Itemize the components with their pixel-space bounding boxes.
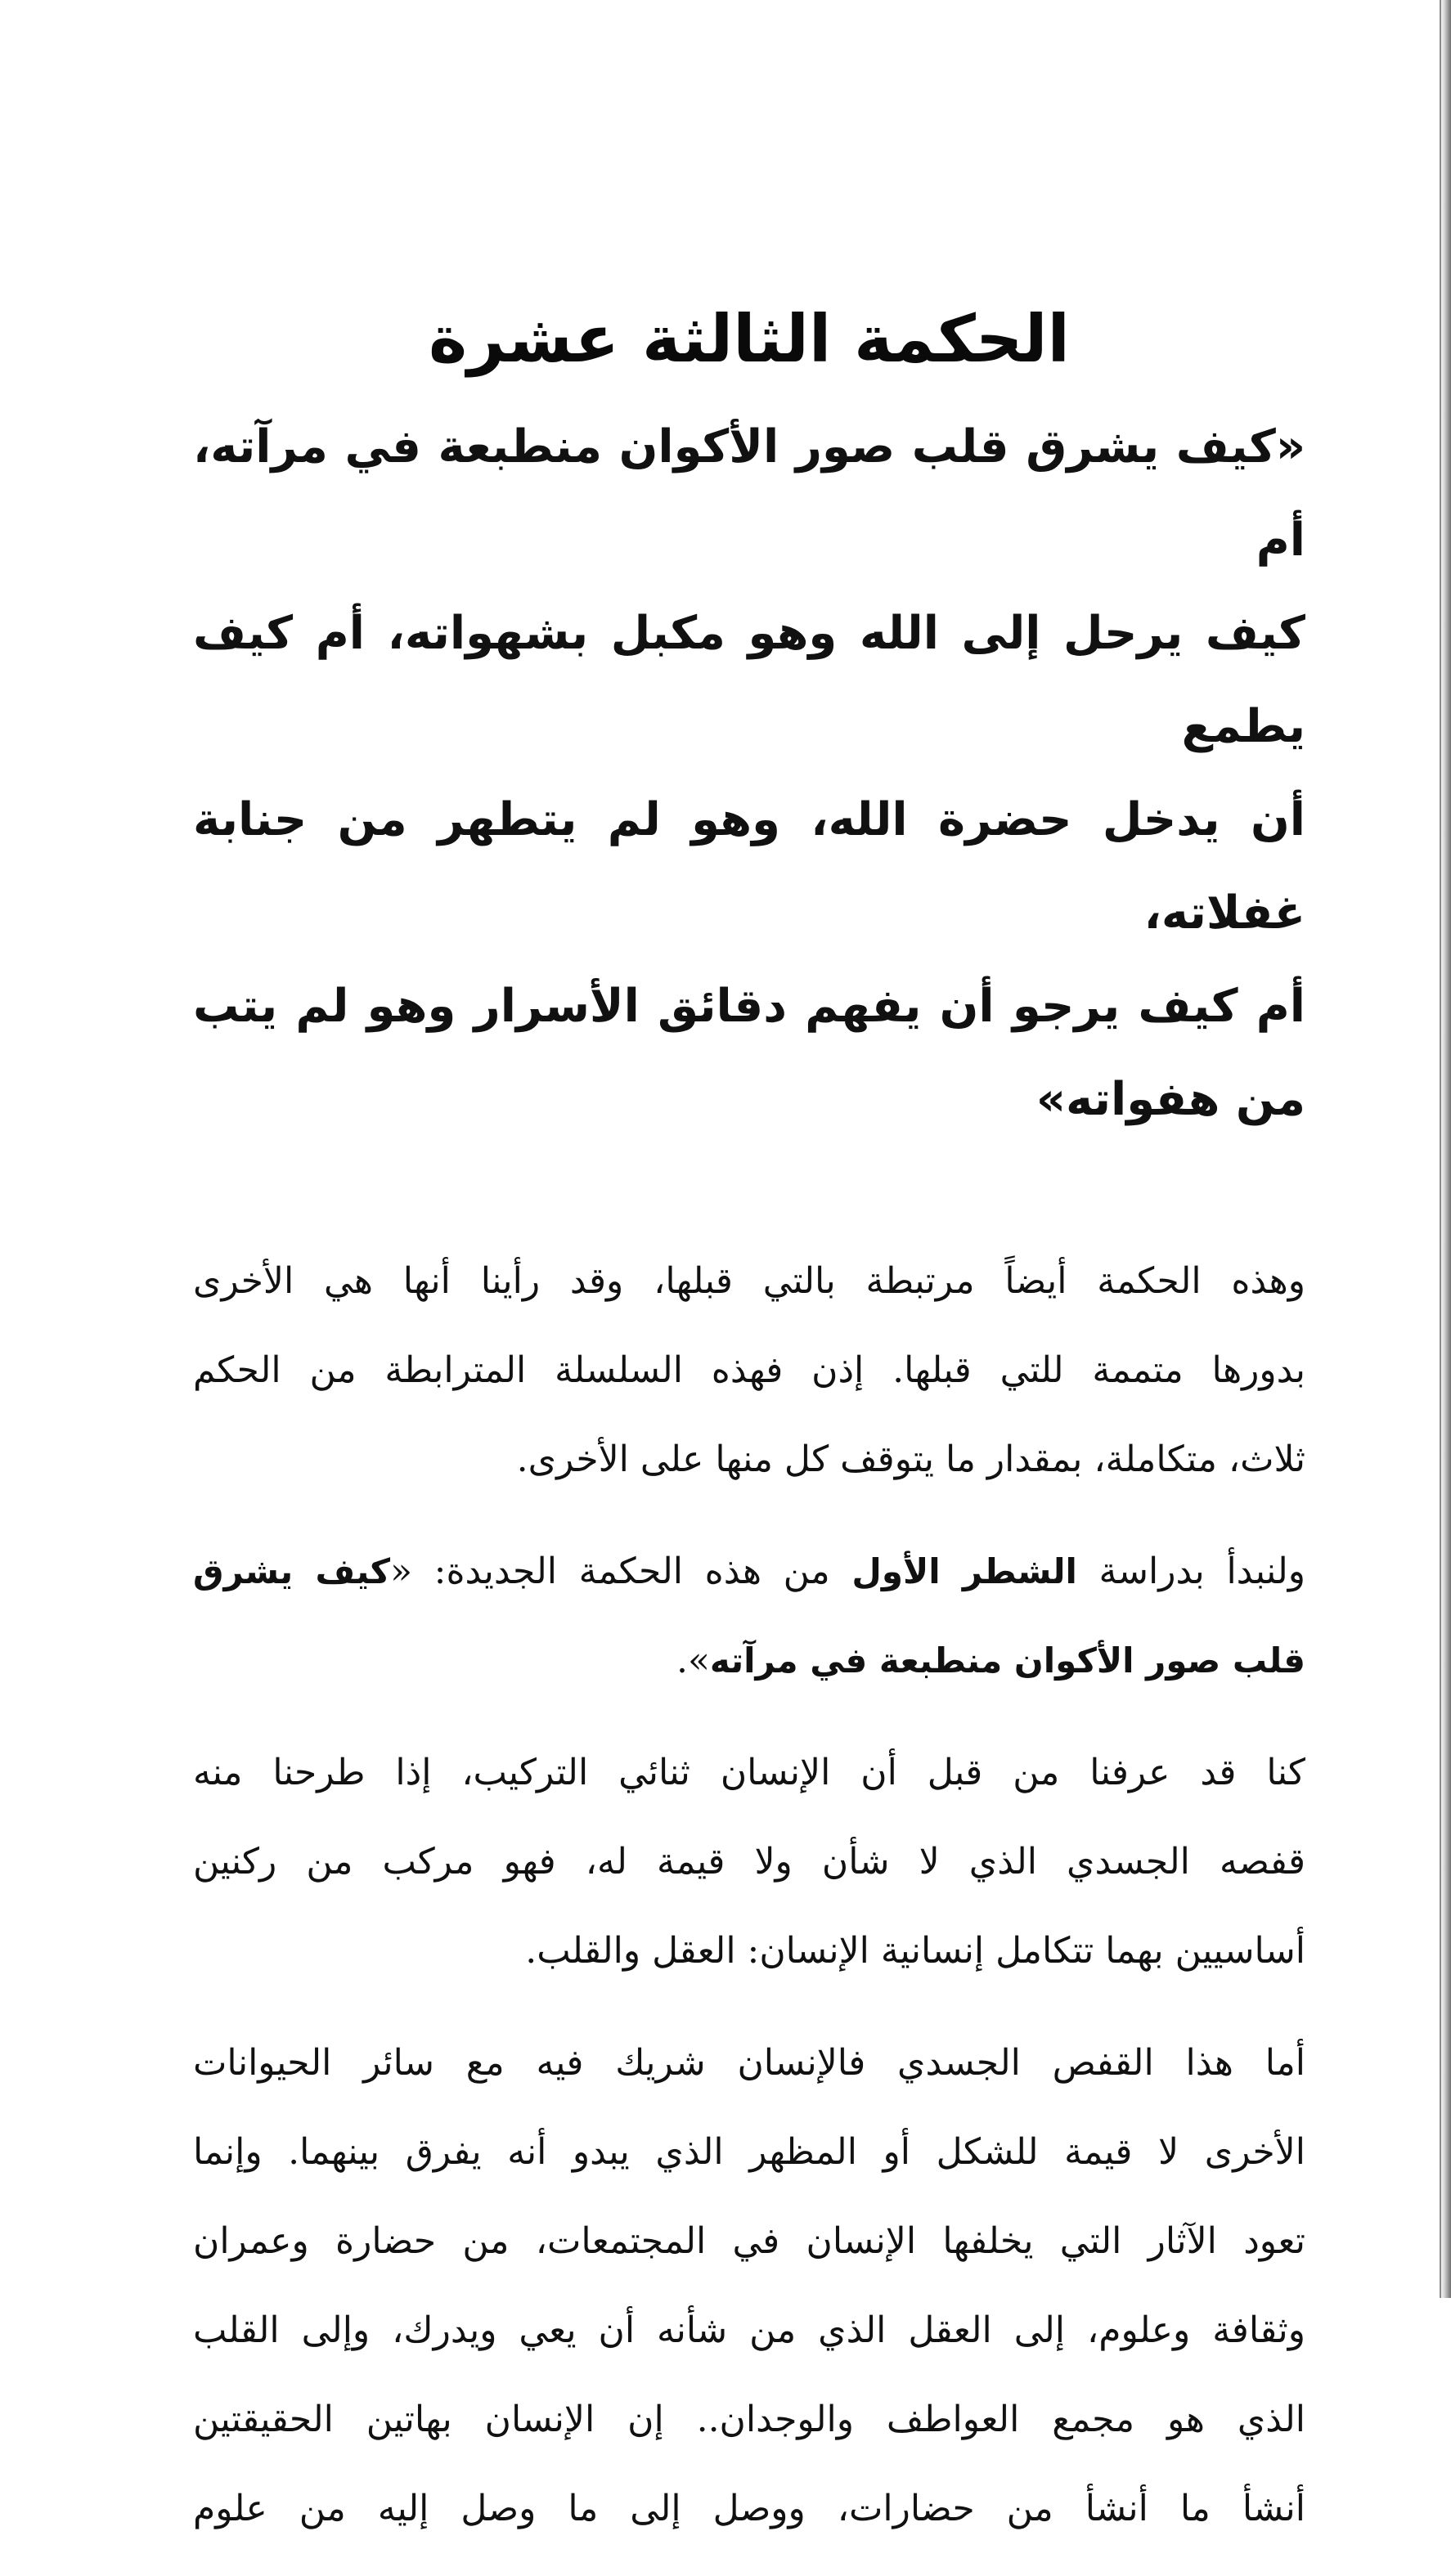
- paragraph-line: الذي هو مجمع العواطف والوجدان.. إن الإنسان بهاتين الحقيقتين: [193, 2399, 1305, 2440]
- paragraph-line: [193, 1527, 1305, 1616]
- paragraph-line: الأخرى لا قيمة للشكل أو المظهر الذي يبدو أنه يفرق بينهما. وإنما: [193, 2131, 1305, 2173]
- quote-line: كيف يرحل إلى الله وهو مكبل بشهواته، أم كيف يطمع: [193, 607, 1305, 753]
- quote-line: أن يدخل حضرة الله، وهو لم يتطهر من جنابة غفلاته،: [193, 793, 1305, 940]
- paragraph-line: بدورها متممة للتي قبلها. إذن فهذه السلسلة المترابطة من الحكم: [193, 1349, 1305, 1391]
- paragraph-1: [193, 1236, 1305, 1504]
- paragraph-line: أنشأ ما أنشأ من حضارات، ووصل إلى ما وصل إليه من علوم: [193, 2488, 1305, 2529]
- paragraph-3: [193, 1728, 1305, 1995]
- paragraph-line: كنا قد عرفنا من قبل أن الإنسان ثنائي التركيب، إذا طرحنا منه: [193, 1752, 1305, 1793]
- paragraph-line: وثقافة وعلوم، إلى العقل الذي من شأنه أن يعي ويدرك، وإلى القلب: [193, 2309, 1305, 2351]
- paragraph-line: [193, 1616, 1305, 1705]
- chapter-title: الحكمة الثالثة عشرة: [429, 301, 1070, 377]
- paragraph-line: أساسيين بهما تتكامل إنسانية الإنسان: العقل والقلب.: [525, 1930, 1305, 1972]
- paragraph-4: [193, 2018, 1305, 2553]
- page-content: [193, 294, 1305, 2576]
- page-edge-line: [1440, 0, 1441, 2298]
- page-edge-shadow: [1440, 0, 1451, 2298]
- paragraph-line: وهذه الحكمة أيضاً مرتبطة بالتي قبلها، وقد رأينا أنها هي الأخرى: [193, 1260, 1305, 1302]
- quote-line: أم كيف يرجو أن يفهم دقائق الأسرار وهو لم يتب من هفواته»: [193, 980, 1305, 1126]
- text-run: ولنبدأ بدراسة: [1076, 1551, 1305, 1592]
- quote-line: «كيف يشرق قلب صور الأكوان منطبعة في مرآته، أم: [193, 420, 1305, 567]
- text-run: من هذه الحكمة الجديدة: «: [390, 1551, 852, 1592]
- text-run: ».: [676, 1640, 710, 1681]
- paragraph-line: قفصه الجسدي الذي لا شأن ولا قيمة له، فهو مركب من ركنين: [193, 1841, 1305, 1883]
- paragraph-2: [193, 1527, 1305, 1705]
- bold-text-run: الشطر الأول: [851, 1551, 1077, 1591]
- paragraph-line: أما هذا القفص الجسدي فالإنسان شريك فيه مع سائر الحيوانات: [193, 2042, 1305, 2084]
- wisdom-quote: [193, 401, 1305, 1147]
- bold-text-run: كيف يشرق: [193, 1551, 391, 1591]
- paragraph-line: ثلاث، متكاملة، بمقدار ما يتوقف كل منها على الأخرى.: [516, 1438, 1305, 1480]
- bold-text-run: قلب صور الأكوان منطبعة في مرآته: [709, 1640, 1305, 1681]
- paragraph-line: تعود الآثار التي يخلفها الإنسان في المجتمعات، من حضارة وعمران: [193, 2220, 1305, 2262]
